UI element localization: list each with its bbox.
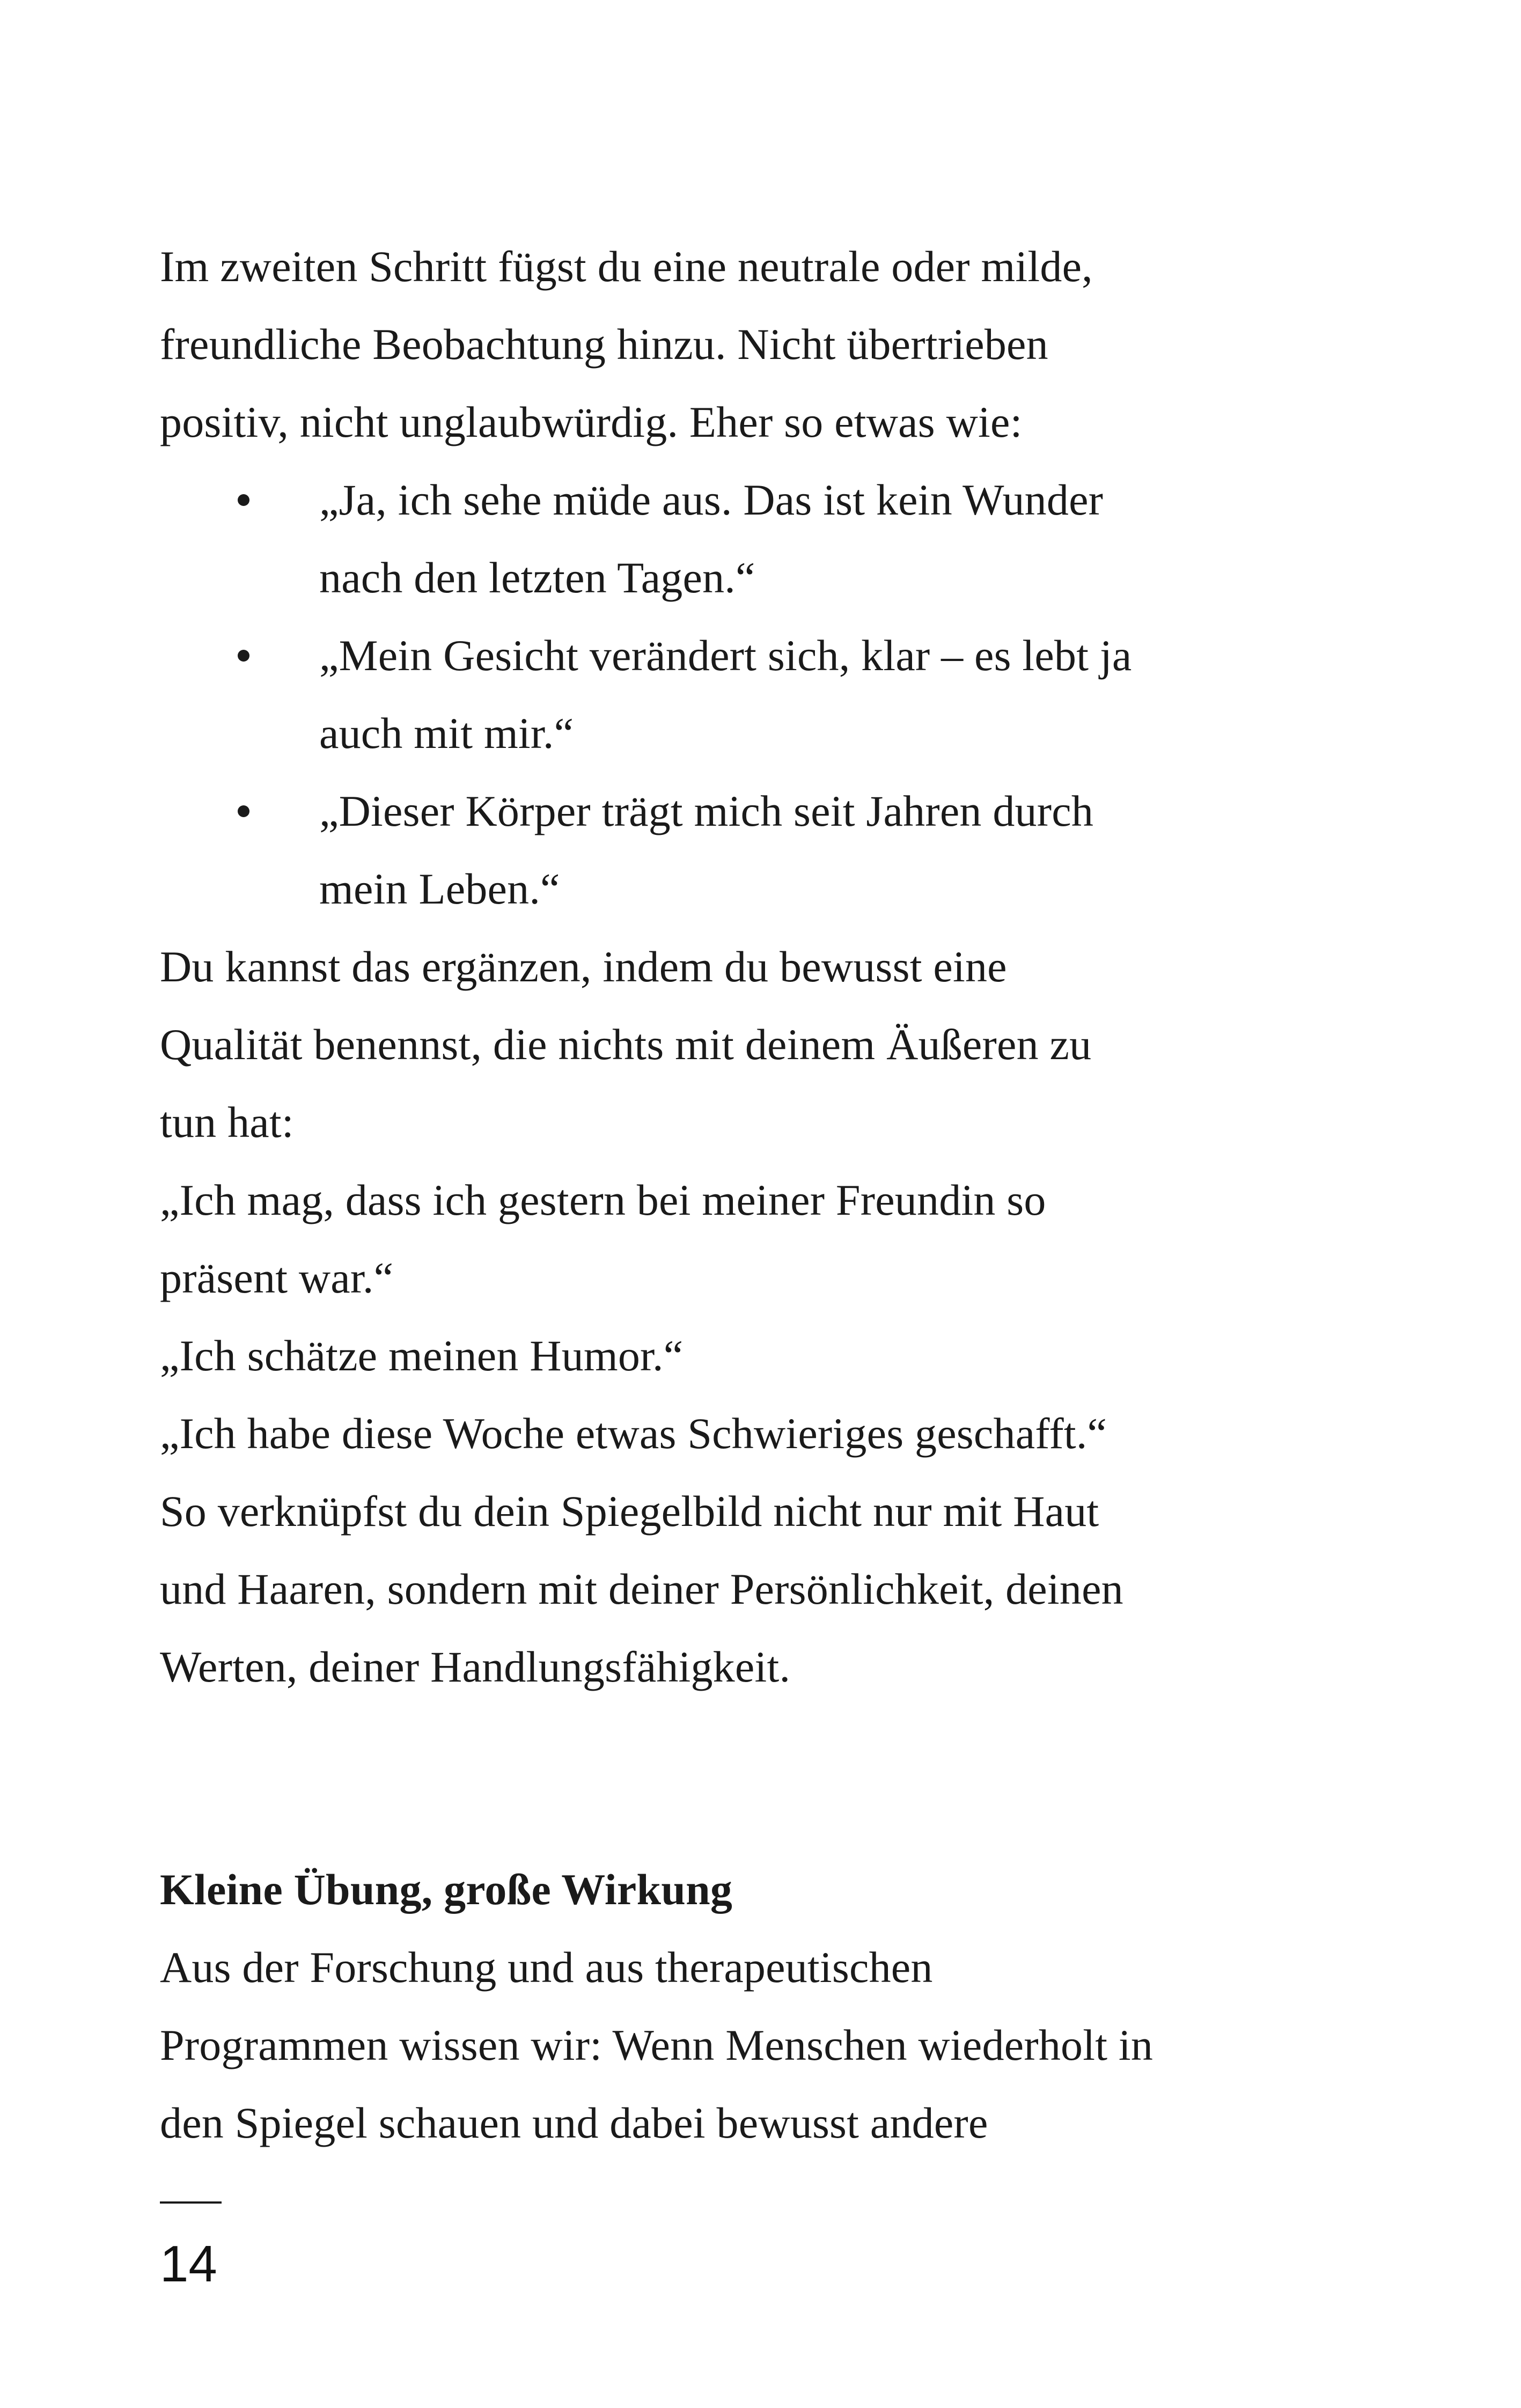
section-heading: Kleine Übung, große Wirkung: [160, 1865, 733, 1914]
body-text-line: So verknüpfst du dein Spiegelbild nicht nur mit Haut: [160, 1487, 1099, 1536]
body-text-line: den Spiegel schauen und dabei bewusst andere: [160, 2098, 988, 2147]
bullet-text-line: „Dieser Körper trägt mich seit Jahren durch: [319, 787, 1094, 835]
body-text-line: Aus der Forschung und aus therapeutischen: [160, 1943, 933, 1992]
body-text-line: und Haaren, sondern mit deiner Persönlichkeit, deinen: [160, 1565, 1123, 1613]
body-text-line: freundliche Beobachtung hinzu. Nicht übertrieben: [160, 320, 1048, 369]
bullet-text-line: nach den letzten Tagen.“: [319, 553, 755, 602]
quote-line: präsent war.“: [160, 1253, 394, 1302]
quote-line: „Ich schätze meinen Humor.“: [160, 1331, 684, 1380]
body-text-line: tun hat:: [160, 1098, 294, 1147]
body-text-line: Werten, deiner Handlungsfähigkeit.: [160, 1642, 791, 1691]
body-text-line: Qualität benennst, die nichts mit deinem Äußeren zu: [160, 1020, 1092, 1069]
quote-line: „Ich mag, dass ich gestern bei meiner Freundin so: [160, 1176, 1046, 1224]
body-text-line: Im zweiten Schritt fügst du eine neutrale oder milde,: [160, 242, 1093, 291]
bullet-icon: [238, 805, 249, 817]
page-number: 14: [160, 2235, 217, 2293]
footer-divider: [160, 2201, 222, 2204]
bullet-text-line: „Mein Gesicht verändert sich, klar – es lebt ja: [319, 631, 1132, 680]
bullet-text-line: „Ja, ich sehe müde aus. Das ist kein Wunder: [319, 475, 1104, 524]
body-text-line: Du kannst das ergänzen, indem du bewusst eine: [160, 942, 1007, 991]
body-text-line: positiv, nicht unglaubwürdig. Eher so etwas wie:: [160, 398, 1023, 446]
body-text-line: Programmen wissen wir: Wenn Menschen wiederholt in: [160, 2021, 1153, 2069]
bullet-text-line: mein Leben.“: [319, 864, 560, 913]
quote-line: „Ich habe diese Woche etwas Schwieriges geschafft.“: [160, 1409, 1107, 1458]
bullet-icon: [238, 650, 249, 662]
bullet-icon: [238, 494, 249, 506]
bullet-text-line: auch mit mir.“: [319, 709, 574, 758]
